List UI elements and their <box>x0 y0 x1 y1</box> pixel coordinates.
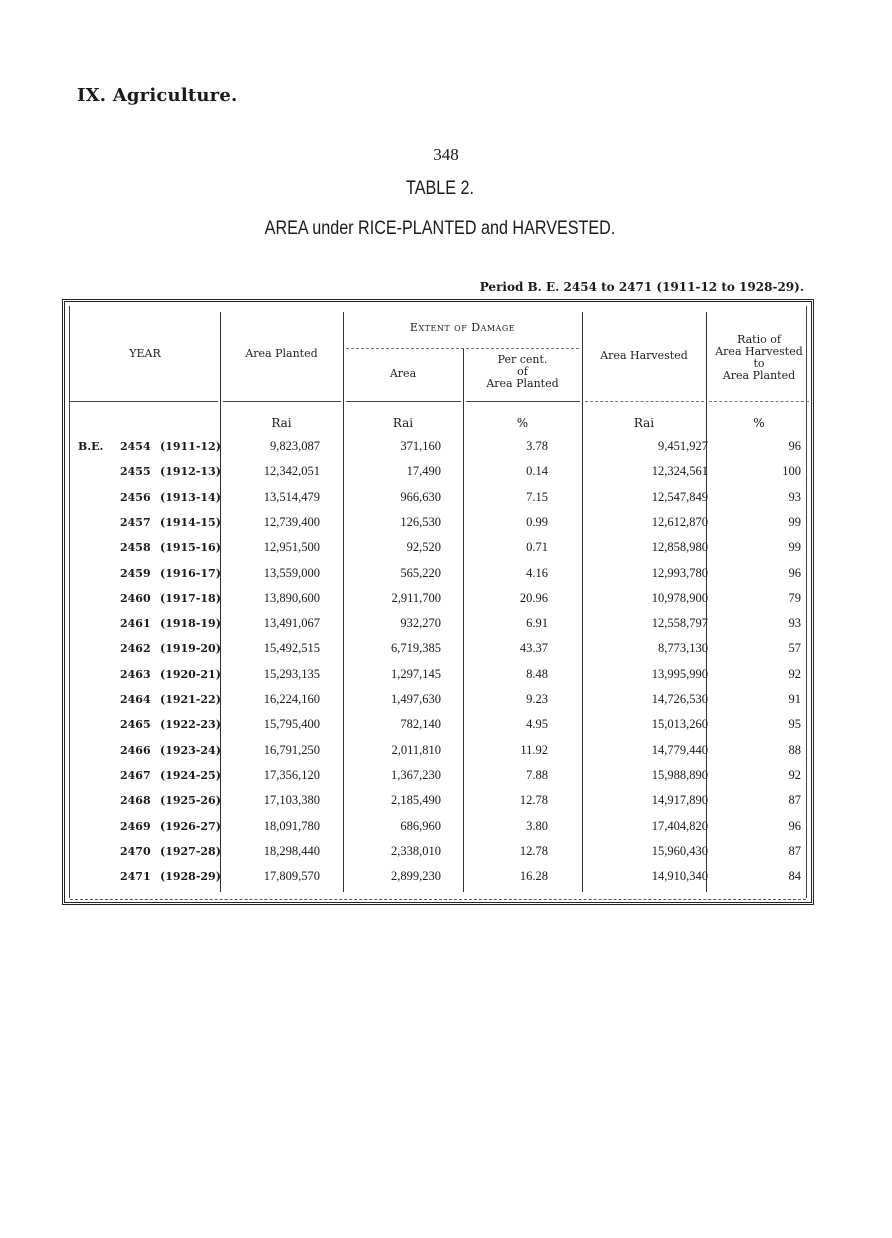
cell-damage-percent: 43.37 <box>519 641 548 656</box>
cell-be-year: 2471 <box>120 870 151 884</box>
cell-ratio: 99 <box>788 540 801 555</box>
cell-area-harvested: 9,451,927 <box>658 439 708 453</box>
cell-area-planted: 13,559,000 <box>263 565 320 580</box>
cell-gregorian-year: (1915-16) <box>160 541 221 555</box>
cell-area-harvested: 14,910,340 <box>651 869 708 884</box>
cell-area-harvested: 14,779,440 <box>651 742 708 757</box>
cell-damage-area: 17,490 <box>406 464 441 479</box>
cell-damage-area: 2,338,010 <box>391 843 441 858</box>
cell-damage-percent: 12.78 <box>519 843 548 858</box>
cell-be-year: 2458 <box>120 541 151 555</box>
cell-gregorian-year: (1914-15) <box>160 515 221 529</box>
cell-area-harvested: 17,404,820 <box>651 818 708 833</box>
cell-gregorian-year: (1913-14) <box>160 490 221 504</box>
table-row <box>70 662 806 687</box>
cell-ratio: 100 <box>782 464 801 479</box>
cell-be-year: 2463 <box>120 667 151 681</box>
cell-ratio: 92 <box>788 767 801 782</box>
header-rule <box>585 401 704 402</box>
cell-ratio: 99 <box>788 514 801 529</box>
era-prefix: B.E. <box>78 440 104 453</box>
period-caption: Period B. E. 2454 to 2471 (1911-12 to 1928-29). <box>479 280 804 294</box>
cell-area-harvested: 12,993,780 <box>651 565 708 580</box>
header-damage-percent-line1: Per cent. <box>497 353 548 366</box>
header-ratio-line3: to <box>753 357 765 370</box>
cell-area-planted: 9,823,087 <box>270 439 320 453</box>
cell-gregorian-year: (1927-28) <box>160 844 221 858</box>
cell-area-planted: 16,224,160 <box>263 692 320 706</box>
cell-ratio: 84 <box>788 869 801 884</box>
cell-ratio: 96 <box>788 439 801 453</box>
cell-be-year: 2456 <box>120 490 151 504</box>
cell-ratio: 96 <box>788 565 801 580</box>
cell-area-planted: 17,356,120 <box>263 767 320 782</box>
cell-be-year: 2454 <box>120 440 151 453</box>
cell-area-harvested: 12,547,849 <box>651 489 708 504</box>
cell-area-planted: 16,791,250 <box>263 742 320 757</box>
table-row <box>70 814 806 839</box>
cell-area-planted: 12,739,400 <box>263 514 320 529</box>
cell-damage-area: 565,220 <box>400 565 441 580</box>
cell-area-planted: 18,298,440 <box>263 843 320 858</box>
cell-gregorian-year: (1917-18) <box>160 591 221 605</box>
header-ratio-line2: Area Harvested <box>715 345 803 358</box>
cell-damage-area: 932,270 <box>400 616 441 631</box>
cell-area-planted: 13,890,600 <box>263 590 320 605</box>
cell-gregorian-year: (1920-21) <box>160 667 221 681</box>
table-row <box>70 611 806 636</box>
cell-be-year: 2460 <box>120 591 151 605</box>
cell-ratio: 92 <box>788 666 801 681</box>
cell-damage-percent: 0.99 <box>526 514 548 529</box>
cell-area-harvested: 15,013,260 <box>651 717 708 732</box>
header-damage-area: Area <box>389 367 417 380</box>
cell-damage-area: 6,719,385 <box>391 641 441 656</box>
header-damage-percent-line3: Area Planted <box>486 377 559 390</box>
unit-damage-percent: % <box>516 416 529 430</box>
cell-area-planted: 17,809,570 <box>263 869 320 884</box>
cell-gregorian-year: (1924-25) <box>160 768 221 782</box>
cell-gregorian-year: (1919-20) <box>160 642 221 656</box>
cell-damage-percent: 3.78 <box>526 439 548 453</box>
header-rule <box>70 401 218 402</box>
cell-damage-area: 2,185,490 <box>391 793 441 808</box>
unit-area-planted: Rai <box>271 416 292 430</box>
cell-area-harvested: 13,995,990 <box>651 666 708 681</box>
cell-damage-percent: 12.78 <box>519 793 548 808</box>
cell-damage-area: 126,530 <box>400 514 441 529</box>
cell-area-harvested: 12,858,980 <box>651 540 708 555</box>
cell-damage-area: 1,367,230 <box>391 767 441 782</box>
cell-be-year: 2466 <box>120 743 151 757</box>
cell-gregorian-year: (1922-23) <box>160 718 221 732</box>
header-damage-percent-line2: of <box>517 365 528 378</box>
header-area-planted: Area Planted <box>245 347 318 360</box>
table-row <box>70 636 806 661</box>
cell-damage-percent: 6.91 <box>526 616 548 631</box>
header-rule <box>346 401 461 402</box>
cell-ratio: 87 <box>788 793 801 808</box>
table-bottom-rule <box>70 899 806 900</box>
cell-area-harvested: 14,917,890 <box>651 793 708 808</box>
cell-area-harvested: 14,726,530 <box>651 692 708 706</box>
cell-damage-area: 1,497,630 <box>391 692 441 706</box>
header-ratio <box>706 334 812 382</box>
table-row <box>70 839 806 864</box>
header-area-harvested: Area Harvested <box>600 349 688 362</box>
table-title: TABLE 2. <box>406 178 474 199</box>
table-row <box>70 485 806 510</box>
cell-ratio: 95 <box>788 717 801 732</box>
cell-be-year: 2467 <box>120 768 151 782</box>
cell-area-planted: 15,293,135 <box>263 666 320 681</box>
cell-ratio: 93 <box>788 489 801 504</box>
cell-ratio: 57 <box>788 641 801 656</box>
header-damage-percent <box>463 354 582 390</box>
cell-damage-percent: 3.80 <box>526 818 548 833</box>
table-row <box>70 510 806 535</box>
cell-gregorian-year: (1923-24) <box>160 743 221 757</box>
header-year: YEAR <box>129 347 161 360</box>
cell-be-year: 2468 <box>120 794 151 808</box>
table-row <box>70 712 806 737</box>
cell-ratio: 91 <box>788 692 801 706</box>
data-table <box>62 299 814 905</box>
cell-damage-percent: 9.23 <box>526 692 548 706</box>
table-row <box>70 586 806 611</box>
cell-be-year: 2470 <box>120 844 151 858</box>
cell-damage-percent: 4.95 <box>526 717 548 732</box>
header-rule <box>466 401 580 402</box>
cell-gregorian-year: (1926-27) <box>160 819 221 833</box>
cell-area-harvested: 10,978,900 <box>651 590 708 605</box>
cell-gregorian-year: (1916-17) <box>160 566 221 580</box>
cell-be-year: 2465 <box>120 718 151 732</box>
cell-gregorian-year: (1925-26) <box>160 794 221 808</box>
cell-be-year: 2457 <box>120 515 151 529</box>
section-title: IX. Agriculture. <box>77 85 238 106</box>
cell-ratio: 88 <box>788 742 801 757</box>
table-row <box>70 788 806 813</box>
cell-gregorian-year: (1918-19) <box>160 617 221 631</box>
unit-damage-area: Rai <box>392 416 414 430</box>
cell-area-harvested: 15,960,430 <box>651 843 708 858</box>
cell-be-year: 2462 <box>120 642 151 656</box>
table-row <box>70 459 806 484</box>
cell-area-planted: 15,795,400 <box>263 717 320 732</box>
table-row <box>70 864 806 889</box>
unit-ratio: % <box>753 416 765 430</box>
cell-area-planted: 12,951,500 <box>263 540 320 555</box>
cell-damage-percent: 0.71 <box>526 540 548 555</box>
cell-damage-percent: 0.14 <box>526 464 548 479</box>
cell-damage-percent: 7.88 <box>526 767 548 782</box>
cell-area-planted: 17,103,380 <box>263 793 320 808</box>
cell-area-harvested: 8,773,130 <box>658 641 708 656</box>
header-rule <box>709 401 809 402</box>
cell-area-harvested: 12,558,797 <box>651 616 708 631</box>
table-inner <box>69 306 807 898</box>
header-subrule <box>346 348 579 349</box>
header-extent-of-damage: Extent of Damage <box>409 321 516 334</box>
header-ratio-line1: Ratio of <box>737 333 781 346</box>
cell-damage-percent: 11.92 <box>520 742 548 757</box>
cell-ratio: 79 <box>788 590 801 605</box>
table-row <box>70 687 806 712</box>
cell-damage-area: 2,899,230 <box>391 869 441 884</box>
cell-gregorian-year: (1928-29) <box>160 870 221 884</box>
header-ratio-line4: Area Planted <box>722 369 796 382</box>
cell-damage-area: 1,297,145 <box>391 666 441 681</box>
header-rule <box>223 401 341 402</box>
cell-area-planted: 12,342,051 <box>263 464 320 479</box>
cell-damage-percent: 8.48 <box>526 666 548 681</box>
cell-damage-area: 2,011,810 <box>391 742 441 757</box>
page-number: 348 <box>433 145 459 164</box>
unit-area-harvested: Rai <box>633 416 655 430</box>
cell-be-year: 2464 <box>120 693 151 706</box>
cell-damage-percent: 7.15 <box>526 489 548 504</box>
cell-area-harvested: 15,988,890 <box>651 767 708 782</box>
cell-damage-area: 371,160 <box>400 439 441 453</box>
table-row <box>70 561 806 586</box>
cell-area-harvested: 12,324,561 <box>651 464 708 479</box>
cell-be-year: 2459 <box>120 566 151 580</box>
table-subtitle: AREA under RICE-PLANTED and HARVESTED. <box>264 218 616 239</box>
cell-gregorian-year: (1911-12) <box>160 440 221 453</box>
cell-damage-percent: 4.16 <box>526 565 548 580</box>
cell-damage-area: 782,140 <box>400 717 441 732</box>
table-row <box>70 738 806 763</box>
table-row <box>70 763 806 788</box>
table-row <box>70 434 806 459</box>
cell-ratio: 87 <box>788 843 801 858</box>
cell-damage-area: 966,630 <box>400 489 441 504</box>
cell-damage-area: 2,911,700 <box>391 590 441 605</box>
cell-be-year: 2469 <box>120 819 151 833</box>
table-row <box>70 535 806 560</box>
cell-damage-area: 686,960 <box>400 818 441 833</box>
cell-gregorian-year: (1921-22) <box>160 693 221 706</box>
cell-area-harvested: 12,612,870 <box>651 514 708 529</box>
cell-damage-percent: 16.28 <box>519 869 548 884</box>
cell-area-planted: 13,491,067 <box>263 616 320 631</box>
cell-be-year: 2461 <box>120 617 151 631</box>
cell-ratio: 96 <box>788 818 801 833</box>
cell-area-planted: 15,492,515 <box>263 641 320 656</box>
cell-damage-percent: 20.96 <box>519 590 548 605</box>
cell-damage-area: 92,520 <box>406 540 441 555</box>
cell-area-planted: 18,091,780 <box>263 818 320 833</box>
cell-area-planted: 13,514,479 <box>263 489 320 504</box>
cell-ratio: 93 <box>788 616 801 631</box>
cell-gregorian-year: (1912-13) <box>160 465 221 479</box>
cell-be-year: 2455 <box>120 465 151 479</box>
